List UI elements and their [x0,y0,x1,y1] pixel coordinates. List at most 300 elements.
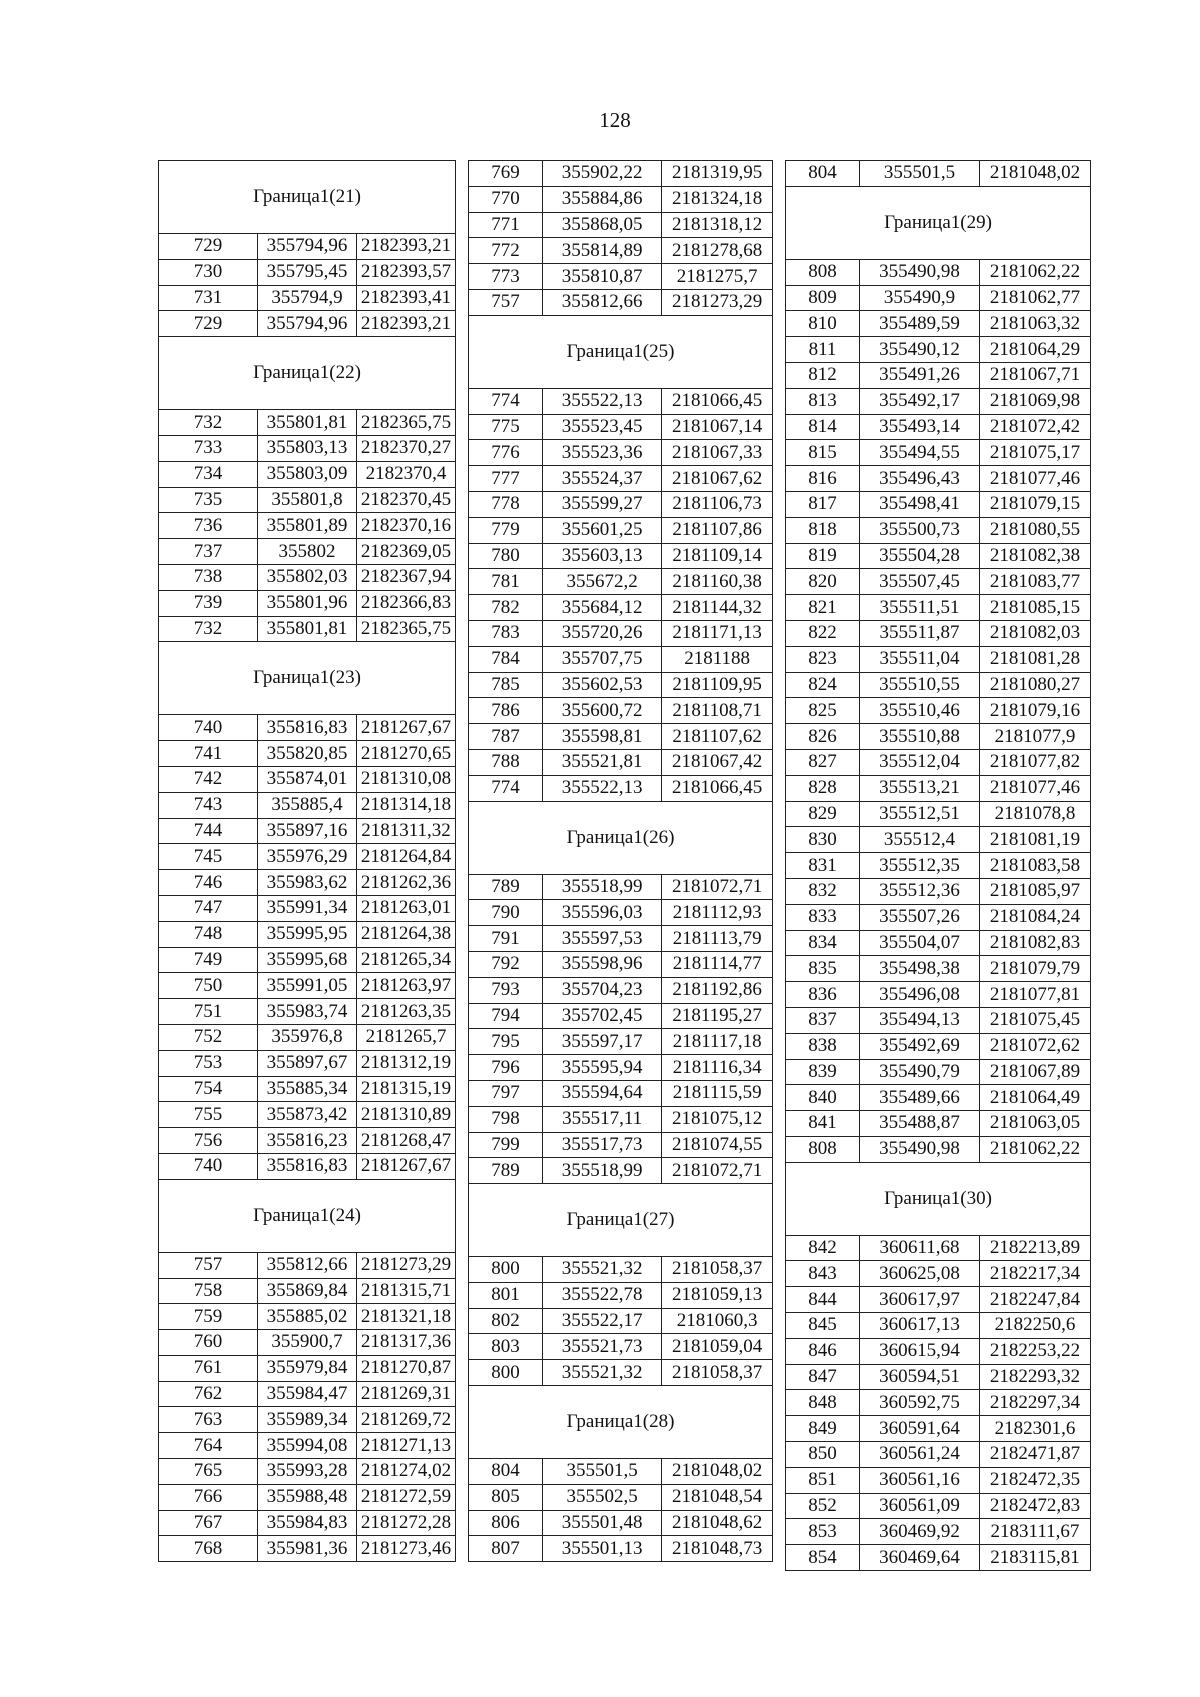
coordinate-y: 2181058,37 [662,1257,773,1283]
boundary-title: Граница1(22) [159,337,456,410]
point-number: 766 [159,1484,258,1510]
point-number: 846 [786,1338,860,1364]
point-number: 758 [159,1278,258,1304]
coordinate-x: 355812,66 [542,289,661,315]
table-row [159,1407,456,1433]
coordinate-y: 2181059,13 [662,1282,773,1308]
table-row [786,161,1091,187]
coordinate-y: 2181272,28 [357,1510,456,1536]
table-row [786,440,1091,466]
coordinate-x: 355803,09 [258,461,357,487]
point-number: 836 [786,982,860,1008]
table-row [159,792,456,818]
table-row [786,337,1091,363]
coordinate-y: 2181048,02 [979,161,1090,187]
point-number: 740 [159,715,258,741]
point-number: 775 [469,414,543,440]
table-row [786,414,1091,440]
table-row [469,1257,773,1283]
coordinate-x: 355488,87 [860,1111,980,1137]
coordinate-x: 355702,45 [542,1003,661,1029]
coordinate-x: 355501,13 [542,1536,661,1562]
point-number: 786 [469,698,543,724]
coordinate-x: 355976,29 [258,844,357,870]
point-number: 821 [786,595,860,621]
table-row [786,698,1091,724]
coordinate-x: 355521,32 [542,1257,661,1283]
point-number: 752 [159,1024,258,1050]
point-number: 735 [159,487,258,513]
coordinate-x: 355498,41 [860,491,980,517]
point-number: 792 [469,951,543,977]
coordinate-x: 355522,13 [542,388,661,414]
coordinate-y: 2181062,22 [979,259,1090,285]
coordinate-y: 2181268,47 [357,1128,456,1154]
table-row [159,715,456,741]
coordinate-y: 2181084,24 [979,904,1090,930]
table-row [159,1252,456,1278]
coordinate-x: 360594,51 [860,1364,980,1390]
boundary-header-row [469,315,773,388]
point-number: 794 [469,1003,543,1029]
coordinate-x: 360617,13 [860,1313,980,1339]
point-number: 747 [159,895,258,921]
coordinate-x: 355507,26 [860,904,980,930]
table-row [786,1033,1091,1059]
table-row [786,801,1091,827]
coordinate-x: 355995,68 [258,947,357,973]
table-row [159,487,456,513]
table-row [159,895,456,921]
coordinate-y: 2181080,55 [979,517,1090,543]
point-number: 854 [786,1545,860,1571]
coordinate-x: 355794,96 [258,311,357,337]
coordinate-y: 2181077,81 [979,982,1090,1008]
coordinate-y: 2181066,45 [662,388,773,414]
coordinate-y: 2181318,12 [662,212,773,238]
point-number: 817 [786,491,860,517]
table-row [159,1459,456,1485]
coordinate-x: 355496,08 [860,982,980,1008]
table-row [469,646,773,672]
table-row [159,234,456,260]
table-row [469,414,773,440]
coordinate-y: 2181062,77 [979,285,1090,311]
coordinate-y: 2181314,18 [357,792,456,818]
point-number: 804 [469,1459,543,1485]
coordinate-y: 2182370,45 [357,487,456,513]
table-row [159,844,456,870]
coordinate-y: 2181048,73 [662,1536,773,1562]
coordinate-x: 355496,43 [860,466,980,492]
coordinate-x: 355868,05 [542,212,661,238]
coordinate-x: 355603,13 [542,543,661,569]
coordinate-y: 2181075,17 [979,440,1090,466]
point-number: 824 [786,672,860,698]
coordinate-y: 2181066,45 [662,775,773,801]
table-row [469,1080,773,1106]
table-row [786,853,1091,879]
point-number: 805 [469,1484,543,1510]
table-row [469,951,773,977]
point-number: 850 [786,1442,860,1468]
coordinate-x: 355490,98 [860,259,980,285]
coordinate-x: 355501,5 [860,161,980,187]
coordinate-x: 355795,45 [258,259,357,285]
coordinate-x: 355512,35 [860,853,980,879]
coordinate-y: 2182247,84 [979,1287,1090,1313]
coordinate-y: 2181085,15 [979,595,1090,621]
coordinate-y: 2181273,29 [662,289,773,315]
table-row [786,259,1091,285]
table-row [786,878,1091,904]
boundary-title: Граница1(21) [159,161,456,234]
point-number: 848 [786,1390,860,1416]
table-row [786,1235,1091,1261]
point-number: 737 [159,539,258,565]
point-number: 756 [159,1128,258,1154]
boundary-header-row [786,186,1091,259]
coordinate-y: 2181075,45 [979,1007,1090,1033]
point-number: 782 [469,595,543,621]
coordinate-x: 355812,66 [258,1252,357,1278]
table-row [786,775,1091,801]
coordinate-x: 355491,26 [860,362,980,388]
coordinate-y: 2181114,77 [662,951,773,977]
coordinate-y: 2182253,22 [979,1338,1090,1364]
table-row [159,741,456,767]
point-number: 772 [469,238,543,264]
coordinate-x: 355521,32 [542,1360,661,1386]
coordinate-y: 2181072,42 [979,414,1090,440]
table-row [469,1158,773,1184]
coordinate-y: 2181106,73 [662,491,773,517]
table-row [786,388,1091,414]
table-row [159,766,456,792]
coordinate-x: 355595,94 [542,1055,661,1081]
coordinate-x: 355873,42 [258,1102,357,1128]
point-number: 844 [786,1287,860,1313]
point-number: 847 [786,1364,860,1390]
coordinates-table-column-1 [158,160,456,1562]
coordinate-y: 2181048,02 [662,1459,773,1485]
coordinate-y: 2181271,13 [357,1433,456,1459]
table-row [469,926,773,952]
table-row [786,724,1091,750]
coordinate-x: 355984,47 [258,1381,357,1407]
coordinate-y: 2181048,62 [662,1510,773,1536]
coordinate-x: 355523,36 [542,440,661,466]
point-number: 779 [469,517,543,543]
table-row [469,900,773,926]
table-row [786,1059,1091,1085]
point-number: 734 [159,461,258,487]
table-row [469,264,773,290]
table-row [159,1024,456,1050]
coordinate-y: 2181067,71 [979,362,1090,388]
coordinate-x: 355489,66 [860,1085,980,1111]
point-number: 799 [469,1132,543,1158]
table-row [159,435,456,461]
table-row [786,466,1091,492]
coordinate-y: 2181265,7 [357,1024,456,1050]
point-number: 827 [786,749,860,775]
coordinate-y: 2181062,22 [979,1136,1090,1162]
coordinate-y: 2181048,54 [662,1484,773,1510]
coordinate-x: 355518,99 [542,1158,661,1184]
coordinate-y: 2182250,6 [979,1313,1090,1339]
coordinate-x: 355801,81 [258,616,357,642]
coordinate-y: 2181075,12 [662,1106,773,1132]
coordinate-x: 355707,75 [542,646,661,672]
point-number: 820 [786,569,860,595]
table-row [469,1536,773,1562]
coordinate-x: 355991,05 [258,973,357,999]
table-row [159,285,456,311]
table-row [786,491,1091,517]
table-row [469,186,773,212]
coordinate-x: 355983,62 [258,870,357,896]
table-row [786,672,1091,698]
table-row [786,1519,1091,1545]
coordinate-y: 2182301,6 [979,1416,1090,1442]
boundary-header-row [469,801,773,874]
coordinate-y: 2181081,28 [979,646,1090,672]
table-row [159,1102,456,1128]
table-row [159,1050,456,1076]
coordinate-x: 360591,64 [860,1416,980,1442]
coordinate-x: 355510,55 [860,672,980,698]
point-number: 759 [159,1304,258,1330]
coordinate-y: 2181116,34 [662,1055,773,1081]
boundary-header-row [786,1162,1091,1235]
point-number: 852 [786,1493,860,1519]
point-number: 753 [159,1050,258,1076]
coordinate-y: 2181072,71 [662,874,773,900]
coordinate-y: 2181109,95 [662,672,773,698]
table-row [159,999,456,1025]
coordinate-x: 355507,45 [860,569,980,595]
coordinates-table-column-2 [468,160,773,1562]
coordinate-y: 2181060,3 [662,1308,773,1334]
coordinate-y: 2182370,27 [357,435,456,461]
table-row [786,930,1091,956]
coordinate-x: 355517,73 [542,1132,661,1158]
coordinate-y: 2181077,46 [979,466,1090,492]
coordinate-y: 2182367,94 [357,564,456,590]
table-row [469,620,773,646]
coordinate-y: 2181074,55 [662,1132,773,1158]
coordinate-y: 2181059,04 [662,1334,773,1360]
point-number: 740 [159,1153,258,1179]
point-number: 803 [469,1334,543,1360]
coordinate-x: 355504,28 [860,543,980,569]
coordinate-x: 355802,03 [258,564,357,590]
point-number: 751 [159,999,258,1025]
coordinate-y: 2182472,35 [979,1467,1090,1493]
table-row [786,543,1091,569]
point-number: 853 [786,1519,860,1545]
coordinate-x: 355512,36 [860,878,980,904]
coordinate-x: 355494,13 [860,1007,980,1033]
point-number: 808 [786,1136,860,1162]
point-number: 777 [469,466,543,492]
coordinate-x: 355490,79 [860,1059,980,1085]
coordinate-x: 355993,28 [258,1459,357,1485]
coordinate-y: 2181317,36 [357,1330,456,1356]
point-number: 826 [786,724,860,750]
point-number: 833 [786,904,860,930]
coordinate-y: 2181171,13 [662,620,773,646]
point-number: 729 [159,234,258,260]
coordinate-y: 2181160,38 [662,569,773,595]
coordinate-x: 360469,64 [860,1545,980,1571]
table-row [469,569,773,595]
point-number: 798 [469,1106,543,1132]
point-number: 730 [159,259,258,285]
point-number: 768 [159,1536,258,1562]
boundary-title: Граница1(30) [786,1162,1091,1235]
coordinate-x: 355991,34 [258,895,357,921]
point-number: 771 [469,212,543,238]
coordinate-x: 355521,81 [542,749,661,775]
point-number: 757 [469,289,543,315]
coordinate-y: 2181080,27 [979,672,1090,698]
table-row [469,977,773,1003]
point-number: 851 [786,1467,860,1493]
coordinate-x: 355672,2 [542,569,661,595]
coordinate-y: 2181278,68 [662,238,773,264]
table-row [159,1128,456,1154]
coordinate-x: 355902,22 [542,161,661,187]
coordinate-y: 2181113,79 [662,926,773,952]
point-number: 809 [786,285,860,311]
point-number: 788 [469,749,543,775]
table-row [786,1287,1091,1313]
point-number: 784 [469,646,543,672]
coordinate-y: 2182472,83 [979,1493,1090,1519]
table-row [159,590,456,616]
coordinate-y: 2181117,18 [662,1029,773,1055]
point-number: 802 [469,1308,543,1334]
coordinate-x: 355897,67 [258,1050,357,1076]
point-number: 781 [469,569,543,595]
point-number: 813 [786,388,860,414]
coordinate-y: 2181263,01 [357,895,456,921]
point-number: 757 [159,1252,258,1278]
point-number: 791 [469,926,543,952]
point-number: 811 [786,337,860,363]
coordinate-x: 355504,07 [860,930,980,956]
coordinate-x: 355885,34 [258,1076,357,1102]
boundary-header-row [159,337,456,410]
coordinate-x: 355511,04 [860,646,980,672]
coordinate-y: 2181077,82 [979,749,1090,775]
point-number: 739 [159,590,258,616]
coordinate-x: 355517,11 [542,1106,661,1132]
coordinate-x: 355900,7 [258,1330,357,1356]
table-row [786,982,1091,1008]
coordinate-x: 355794,9 [258,285,357,311]
coordinate-y: 2182393,21 [357,234,456,260]
coordinate-y: 2181083,77 [979,569,1090,595]
table-row [469,466,773,492]
table-row [786,1364,1091,1390]
point-number: 828 [786,775,860,801]
point-number: 731 [159,285,258,311]
point-number: 823 [786,646,860,672]
table-row [159,947,456,973]
coordinate-y: 2181267,67 [357,1153,456,1179]
coordinate-y: 2182365,75 [357,410,456,436]
point-number: 810 [786,311,860,337]
coordinate-y: 2181310,08 [357,766,456,792]
coordinate-y: 2181082,03 [979,620,1090,646]
coordinate-y: 2181262,36 [357,870,456,896]
table-row [786,749,1091,775]
table-row [159,513,456,539]
coordinate-x: 355598,81 [542,724,661,750]
table-row [469,1360,773,1386]
coordinate-x: 355502,5 [542,1484,661,1510]
coordinate-x: 355816,83 [258,1153,357,1179]
boundary-header-row [159,1179,456,1252]
coordinate-x: 355522,78 [542,1282,661,1308]
coordinate-x: 355511,87 [860,620,980,646]
coordinate-x: 360617,97 [860,1287,980,1313]
coordinate-y: 2181107,62 [662,724,773,750]
table-row [786,956,1091,982]
table-row [469,1003,773,1029]
coordinate-y: 2181272,59 [357,1484,456,1510]
table-row [469,672,773,698]
coordinate-y: 2183111,67 [979,1519,1090,1545]
point-number: 814 [786,414,860,440]
table-row [786,1467,1091,1493]
table-row [786,311,1091,337]
coordinate-x: 355816,23 [258,1128,357,1154]
coordinate-x: 355600,72 [542,698,661,724]
point-number: 732 [159,410,258,436]
table-row [469,1334,773,1360]
point-number: 774 [469,388,543,414]
point-number: 819 [786,543,860,569]
point-number: 773 [469,264,543,290]
point-number: 732 [159,616,258,642]
point-number: 839 [786,1059,860,1085]
coordinate-x: 360625,08 [860,1261,980,1287]
coordinate-y: 2181063,05 [979,1111,1090,1137]
table-row [469,874,773,900]
coordinate-x: 355820,85 [258,741,357,767]
coordinate-y: 2181195,27 [662,1003,773,1029]
coordinate-x: 355521,73 [542,1334,661,1360]
point-number: 749 [159,947,258,973]
coordinate-y: 2182471,87 [979,1442,1090,1468]
point-number: 729 [159,311,258,337]
coordinate-x: 355492,69 [860,1033,980,1059]
coordinate-y: 2181107,86 [662,517,773,543]
coordinate-y: 2181263,35 [357,999,456,1025]
coordinate-y: 2181058,37 [662,1360,773,1386]
point-number: 812 [786,362,860,388]
point-number: 762 [159,1381,258,1407]
coordinate-y: 2181115,59 [662,1080,773,1106]
point-number: 742 [159,766,258,792]
table-row [159,1355,456,1381]
boundary-title: Граница1(24) [159,1179,456,1252]
point-number: 801 [469,1282,543,1308]
